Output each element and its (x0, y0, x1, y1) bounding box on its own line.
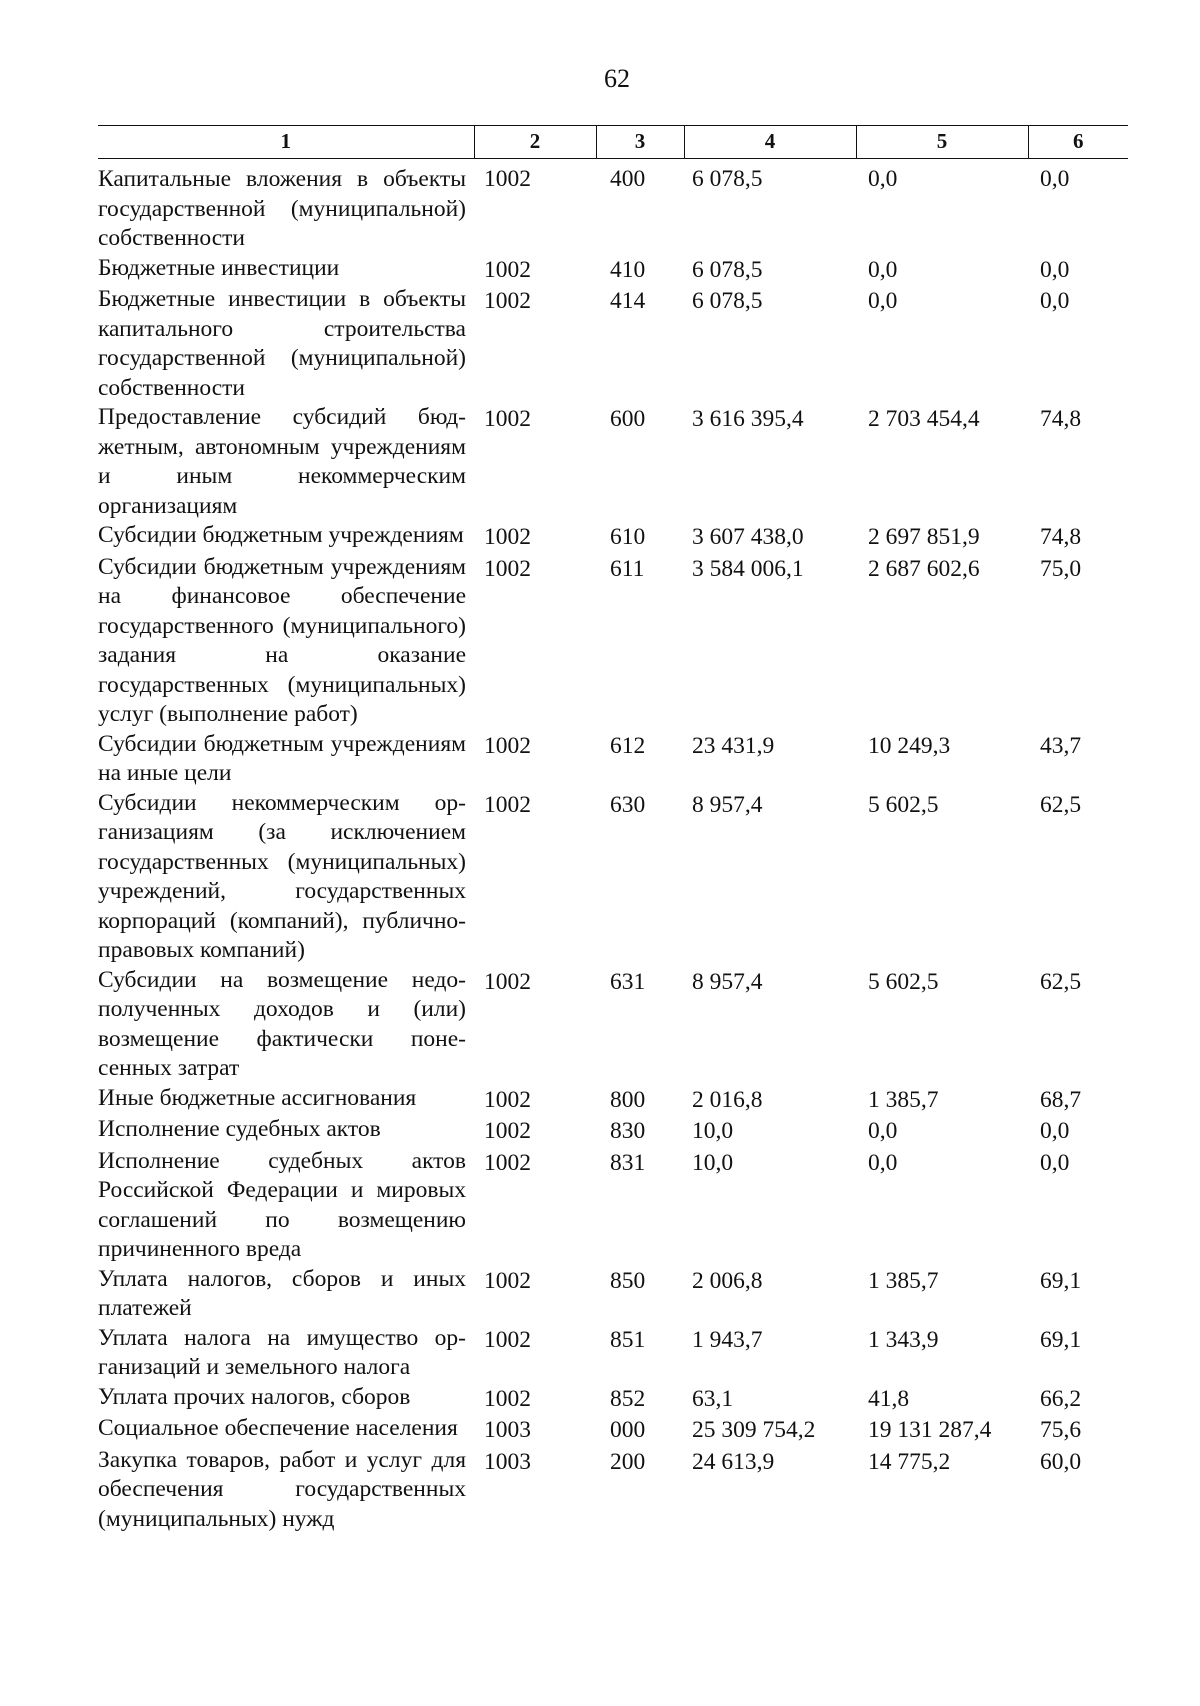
table-row (98, 403, 1128, 521)
section-code-cell: 1002 (484, 288, 531, 314)
expense-type-cell: 630 (610, 791, 646, 818)
expense-type-cell: 831 (610, 1149, 646, 1176)
actual-amount-cell: 19 131 287,4 (868, 1417, 992, 1443)
expense-type-cell: 200 (610, 1448, 646, 1475)
table-header-row (98, 126, 1128, 159)
table-row (98, 1383, 1128, 1415)
table-row (98, 1414, 1128, 1446)
item-name-cell: Уплата прочих налогов, сборов (98, 1383, 411, 1410)
item-name-cell: Субсидии бюджетным учреждениям на иные цели (98, 730, 466, 786)
table-row (98, 159, 1128, 254)
column-header: 6 (1028, 126, 1128, 159)
section-code-cell: 1003 (484, 1417, 531, 1443)
table-row (98, 789, 1128, 966)
expense-type-cell: 612 (610, 732, 646, 759)
expense-type-cell: 851 (610, 1326, 646, 1353)
actual-amount-cell: 14 775,2 (868, 1448, 951, 1475)
table-row (98, 553, 1128, 730)
table-row (98, 966, 1128, 1084)
percent-cell: 75,6 (1040, 1417, 1082, 1443)
table-body (98, 159, 1128, 1535)
actual-amount-cell: 2 687 602,6 (868, 555, 980, 582)
item-name-cell: Субсидии бюджетным учреждениям на финансовое обеспечение государственного (муниципального) задания на оказание государственных (муниципальных) услуг (выполнение работ) (98, 553, 466, 727)
table-row (98, 1147, 1128, 1265)
item-name-cell: Социальное обеспечение населения (98, 1415, 458, 1441)
actual-amount-cell: 41,8 (868, 1385, 910, 1412)
plan-amount-cell: 6 078,5 (692, 288, 763, 314)
item-name-cell: Закупка товаров, работ и услуг для обеспечения государственных (муниципальных) нужд (98, 1446, 466, 1532)
plan-amount-cell: 6 078,5 (692, 256, 763, 283)
actual-amount-cell: 2 703 454,4 (868, 406, 980, 432)
table-row (98, 521, 1128, 553)
item-name-cell: Капитальные вложения в объекты государственной (муниципальной) собственности (98, 166, 466, 251)
plan-amount-cell: 24 613,9 (692, 1448, 775, 1475)
page-number: 62 (604, 64, 630, 93)
section-code-cell: 1002 (484, 968, 531, 995)
plan-amount-cell: 10,0 (692, 1149, 734, 1176)
column-header: 4 (684, 126, 856, 159)
percent-cell: 0,0 (1040, 288, 1070, 314)
percent-cell: 60,0 (1040, 1448, 1082, 1475)
expense-type-cell: 830 (610, 1118, 646, 1144)
plan-amount-cell: 8 957,4 (692, 791, 763, 818)
actual-amount-cell: 10 249,3 (868, 732, 951, 759)
percent-cell: 0,0 (1040, 1118, 1070, 1144)
table-row (98, 1115, 1128, 1147)
plan-amount-cell: 3 607 438,0 (692, 524, 804, 550)
item-name-cell: Исполнение судебных актов (98, 1116, 381, 1142)
percent-cell: 75,0 (1040, 555, 1082, 582)
section-code-cell: 1002 (484, 732, 531, 759)
section-code-cell: 1002 (484, 1118, 531, 1144)
section-code-cell: 1002 (484, 256, 531, 283)
expense-type-cell: 410 (610, 256, 646, 283)
table-row (98, 254, 1128, 286)
item-name-cell: Субсидии на возмещение недополученных доходов и (или) возмещение фактически понесенных затрат (98, 966, 466, 1081)
section-code-cell: 1002 (484, 1326, 531, 1353)
table-row (98, 1084, 1128, 1116)
percent-cell: 68,7 (1040, 1086, 1082, 1113)
plan-amount-cell: 6 078,5 (692, 166, 763, 192)
actual-amount-cell: 5 602,5 (868, 968, 939, 995)
actual-amount-cell: 1 385,7 (868, 1267, 939, 1294)
expense-type-cell: 610 (610, 524, 646, 550)
plan-amount-cell: 3 616 395,4 (692, 406, 804, 432)
column-header: 5 (856, 126, 1028, 159)
percent-cell: 66,2 (1040, 1385, 1082, 1412)
actual-amount-cell: 0,0 (868, 256, 898, 283)
actual-amount-cell: 2 697 851,9 (868, 524, 980, 550)
actual-amount-cell: 0,0 (868, 1118, 898, 1144)
plan-amount-cell: 10,0 (692, 1118, 734, 1144)
plan-amount-cell: 8 957,4 (692, 968, 763, 995)
item-name-cell: Уплата налога на имущество организаций и земельного налога (98, 1324, 466, 1380)
section-code-cell: 1003 (484, 1448, 531, 1475)
percent-cell: 0,0 (1040, 1149, 1070, 1176)
percent-cell: 0,0 (1040, 166, 1070, 192)
section-code-cell: 1002 (484, 791, 531, 818)
expense-type-cell: 414 (610, 288, 646, 314)
column-header: 3 (596, 126, 684, 159)
item-name-cell: Субсидии некоммерческим организациям (за исключением государственных (муниципальных) учреждений, государственных корпораций (компаний), публично-правовых компаний) (98, 789, 466, 963)
expense-type-cell: 600 (610, 406, 646, 432)
expense-type-cell: 850 (610, 1267, 646, 1294)
budget-table (98, 125, 1128, 1534)
plan-amount-cell: 23 431,9 (692, 732, 775, 759)
item-name-cell: Субсидии бюджетным учреждениям (98, 522, 464, 548)
expense-type-cell: 400 (610, 166, 646, 192)
actual-amount-cell: 1 385,7 (868, 1086, 939, 1113)
item-name-cell: Исполнение судебных актов Российской Федерации и мировых соглашений по возмещению причиненного вреда (98, 1147, 466, 1262)
section-code-cell: 1002 (484, 166, 531, 192)
expense-type-cell: 852 (610, 1385, 646, 1412)
percent-cell: 43,7 (1040, 732, 1082, 759)
expense-type-cell: 611 (610, 555, 645, 582)
section-code-cell: 1002 (484, 555, 531, 582)
plan-amount-cell: 63,1 (692, 1385, 734, 1412)
table-row (98, 1446, 1128, 1535)
section-code-cell: 1002 (484, 406, 531, 432)
expense-type-cell: 800 (610, 1086, 646, 1113)
expense-type-cell: 000 (610, 1417, 646, 1443)
item-name-cell: Бюджетные инвестиции (98, 254, 340, 281)
plan-amount-cell: 25 309 754,2 (692, 1417, 816, 1443)
percent-cell: 62,5 (1040, 791, 1082, 818)
column-header: 2 (474, 126, 596, 159)
table-row (98, 1265, 1128, 1324)
percent-cell: 69,1 (1040, 1326, 1082, 1353)
column-header: 1 (98, 126, 474, 159)
plan-amount-cell: 1 943,7 (692, 1326, 763, 1353)
item-name-cell: Уплата налогов, сборов и иных платежей (98, 1265, 466, 1321)
section-code-cell: 1002 (484, 524, 531, 550)
item-name-cell: Иные бюджетные ассигнования (98, 1084, 417, 1111)
plan-amount-cell: 2 006,8 (692, 1267, 763, 1294)
table-row (98, 730, 1128, 789)
actual-amount-cell: 0,0 (868, 166, 898, 192)
percent-cell: 74,8 (1040, 406, 1082, 432)
section-code-cell: 1002 (484, 1385, 531, 1412)
table-row (98, 1324, 1128, 1383)
percent-cell: 74,8 (1040, 524, 1082, 550)
percent-cell: 62,5 (1040, 968, 1082, 995)
plan-amount-cell: 3 584 006,1 (692, 555, 804, 582)
item-name-cell: Предоставление субсидий бюджетным, автономным учреждениям и иным некоммерческим организациям (98, 404, 466, 519)
section-code-cell: 1002 (484, 1149, 531, 1176)
plan-amount-cell: 2 016,8 (692, 1086, 763, 1113)
percent-cell: 0,0 (1040, 256, 1070, 283)
section-code-cell: 1002 (484, 1086, 531, 1113)
actual-amount-cell: 0,0 (868, 288, 898, 314)
actual-amount-cell: 0,0 (868, 1149, 898, 1176)
item-name-cell: Бюджетные инвестиции в объекты капитального строительства государственной (муниципальной) собственности (98, 286, 466, 401)
percent-cell: 69,1 (1040, 1267, 1082, 1294)
expense-type-cell: 631 (610, 968, 646, 995)
actual-amount-cell: 1 343,9 (868, 1326, 939, 1353)
table-row (98, 285, 1128, 403)
section-code-cell: 1002 (484, 1267, 531, 1294)
actual-amount-cell: 5 602,5 (868, 791, 939, 818)
